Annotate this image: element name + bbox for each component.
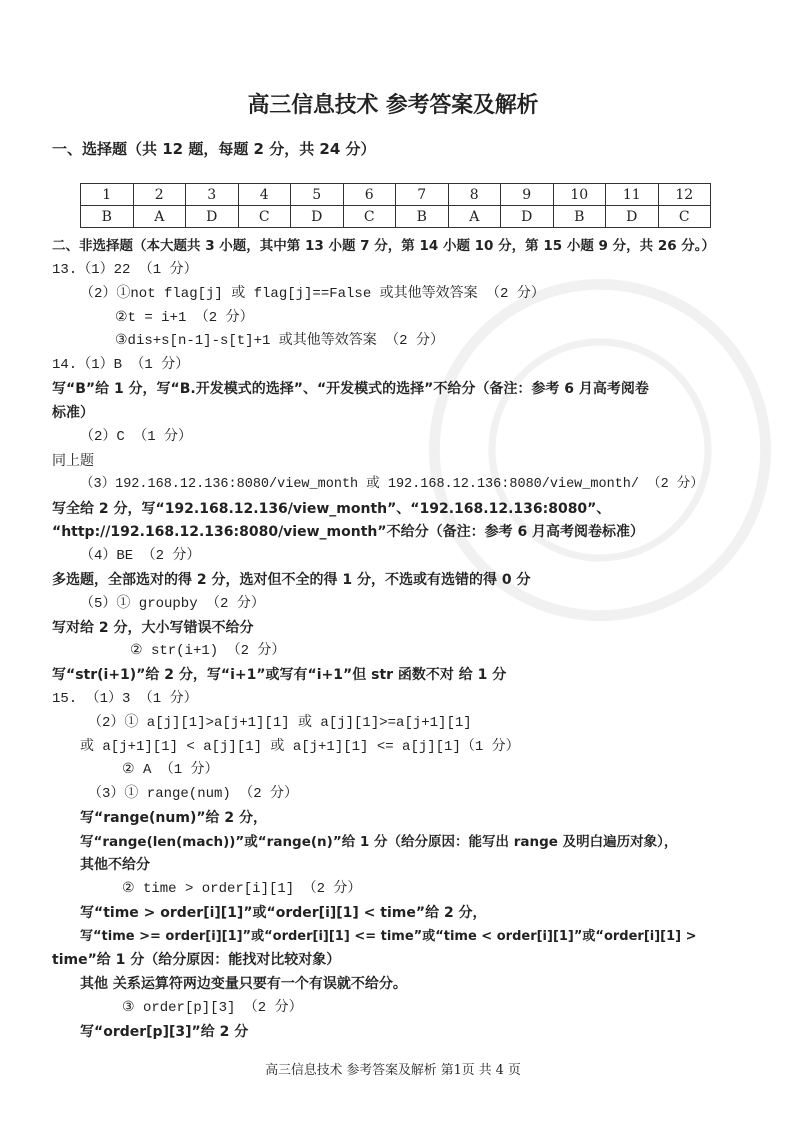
answer-line: （2）C （1 分）	[80, 429, 193, 445]
answer-cell: D	[291, 206, 344, 228]
answer-line: 或 a[j+1][1] < a[j][1] 或 a[j+1][1] <= a[j][1]（1 分）	[80, 739, 520, 755]
scoring-note: “http://192.168.12.136:8080/view_month”不给分（备注：参考 6 月高考阅卷标准）	[52, 524, 645, 540]
scoring-note: 写“time > order[i][1]”或“order[i][1] < time”给 2 分，	[80, 905, 487, 921]
answer-line: ③ order[p][3] （2 分）	[122, 1000, 303, 1016]
answer-cell: C	[238, 206, 291, 228]
answer-cell: D	[606, 206, 659, 228]
answer-line: （3）192.168.12.136:8080/view_month 或 192.168.12.136:8080/view_month/ （2 分）	[80, 477, 704, 492]
scoring-note: 写全给 2 分，写“192.168.12.136/view_month”、“192.168.12.136:8080”、	[52, 501, 611, 517]
answer-line: ③dis+s[n-1]-s[t]+1 或其他等效答案 （2 分）	[115, 333, 444, 349]
section-2-heading: 二、非选择题（本大题共 3 小题，其中第 13 小题 7 分，第 14 小题 10 分，第 15 小题 9 分，共 26 分。）	[52, 238, 716, 254]
scoring-note: 写“order[p][3]”给 2 分	[80, 1024, 249, 1040]
answer-cell: C	[658, 206, 711, 228]
question-number: 8	[448, 184, 501, 206]
answer-line: （5）① groupby （2 分）	[80, 596, 265, 612]
question-number: 1	[81, 184, 134, 206]
answer-table	[80, 183, 711, 228]
question-number: 12	[658, 184, 711, 206]
answer-cell: A	[133, 206, 186, 228]
answer-table-answer-row	[81, 206, 711, 228]
answer-line: 14.（1）B （1 分）	[52, 357, 190, 373]
scoring-note: 其他不给分	[80, 857, 150, 873]
scoring-note: 标准）	[52, 405, 94, 421]
question-number: 6	[343, 184, 396, 206]
scoring-note: 写“range(len(mach))”或“range(n)”给 1 分（给分原因：能写出 range 及明白遍历对象），	[80, 834, 678, 850]
answer-cell: B	[396, 206, 449, 228]
section-1-heading: 一、选择题（共 12 题，每题 2 分，共 24 分）	[52, 140, 376, 158]
scoring-note: 多选题，全部选对的得 2 分，选对但不全的得 1 分，不选或有选错的得 0 分	[52, 572, 531, 588]
question-number: 3	[186, 184, 239, 206]
answer-cell: C	[343, 206, 396, 228]
page-footer: 高三信息技术 参考答案及解析 第1页 共 4 页	[265, 1063, 521, 1078]
answer-table-number-row	[81, 184, 711, 206]
answer-line: 13.（1）22 （1 分）	[52, 262, 198, 278]
page-title: 高三信息技术 参考答案及解析	[247, 93, 539, 118]
answer-line: ② time > order[i][1] （2 分）	[122, 881, 362, 897]
answer-line: ② str(i+1) （2 分）	[130, 643, 286, 659]
answer-line: （3）① range(num) （2 分）	[88, 786, 299, 802]
answer-line: 15. （1）3 （1 分）	[52, 691, 198, 707]
question-number: 9	[501, 184, 554, 206]
scoring-note: 写对给 2 分，大小写错误不给分	[52, 620, 254, 636]
answer-cell: B	[81, 206, 134, 228]
answer-line: （2）① a[j][1]>a[j+1][1] 或 a[j][1]>=a[j+1][1]	[88, 715, 472, 731]
scoring-note: 写“range(num)”给 2 分，	[80, 810, 268, 826]
question-number: 5	[291, 184, 344, 206]
answer-cell: B	[553, 206, 606, 228]
scoring-note: time”给 1 分（给分原因：能找对比较对象）	[52, 952, 341, 968]
answer-line: （4）BE （2 分）	[80, 548, 201, 564]
question-number: 2	[133, 184, 186, 206]
answer-line: 同上题	[52, 453, 94, 469]
answer-cell: D	[186, 206, 239, 228]
answer-line: ② A （1 分）	[122, 762, 219, 778]
answer-line: （2）①not flag[j] 或 flag[j]==False 或其他等效答案 （2 分）	[80, 286, 545, 302]
scoring-note: 写“str(i+1)”给 2 分，写“i+1”或写有“i+1”但 str 函数不对 给 1 分	[52, 667, 507, 683]
question-number: 4	[238, 184, 291, 206]
answer-cell: A	[448, 206, 501, 228]
question-number: 7	[396, 184, 449, 206]
scoring-note: 写“B”给 1 分，写“B.开发模式的选择”、“开发模式的选择”不给分（备注：参考 6 月高考阅卷	[52, 381, 649, 397]
scoring-note: 其他 关系运算符两边变量只要有一个有误就不给分。	[80, 976, 407, 992]
question-number: 10	[553, 184, 606, 206]
scoring-note: 写“time >= order[i][1]”或“order[i][1] <= time”或“time < order[i][1]”或“order[i][1] >	[80, 929, 697, 944]
answer-line: ②t = i+1 （2 分）	[115, 310, 254, 326]
question-number: 11	[606, 184, 659, 206]
answer-cell: D	[501, 206, 554, 228]
